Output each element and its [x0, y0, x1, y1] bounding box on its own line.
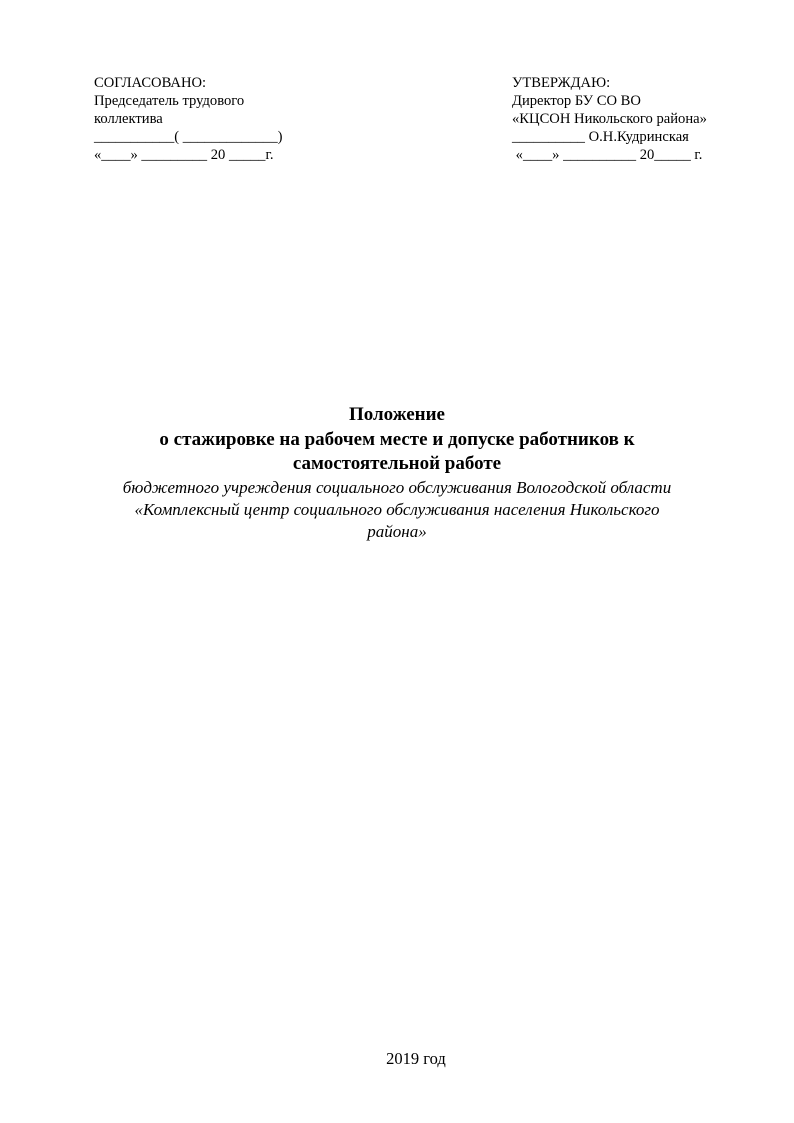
agreed-block [94, 74, 394, 164]
agreed-signature-line: ___________( _____________) [94, 129, 283, 145]
document-title-line-3: самостоятельной работе [292, 453, 502, 474]
approved-signature-line: __________ О.Н.Кудринская [512, 129, 689, 145]
document-year: 2019 год [386, 1049, 446, 1068]
approved-position-line-1: Директор БУ СО ВО [512, 93, 641, 109]
agreed-position-line-1: Председатель трудового [94, 93, 245, 109]
agreed-date-line: «____» _________ 20 _____г. [94, 147, 274, 163]
document-title-block [60, 403, 734, 543]
agreed-position-line-2: коллектива [94, 111, 163, 127]
document-title-line-1: Положение [348, 404, 445, 425]
organization-name-line-1: бюджетного учреждения социального обслуживания Вологодской области [122, 477, 672, 497]
approved-date-line: «____» __________ 20_____ г. [512, 147, 703, 163]
approved-block [512, 74, 782, 164]
approved-heading: УТВЕРЖДАЮ: [512, 75, 611, 91]
approved-position-line-2: «КЦСОН Никольского района» [512, 111, 707, 127]
agreed-heading: СОГЛАСОВАНО: [94, 75, 207, 91]
organization-name-line-2: «Комплексный центр социального обслуживания населения Никольского [134, 499, 660, 519]
document-title-line-2: о стажировке на рабочем месте и допуске работников к [159, 428, 635, 450]
organization-name-line-3: района» [367, 521, 427, 541]
